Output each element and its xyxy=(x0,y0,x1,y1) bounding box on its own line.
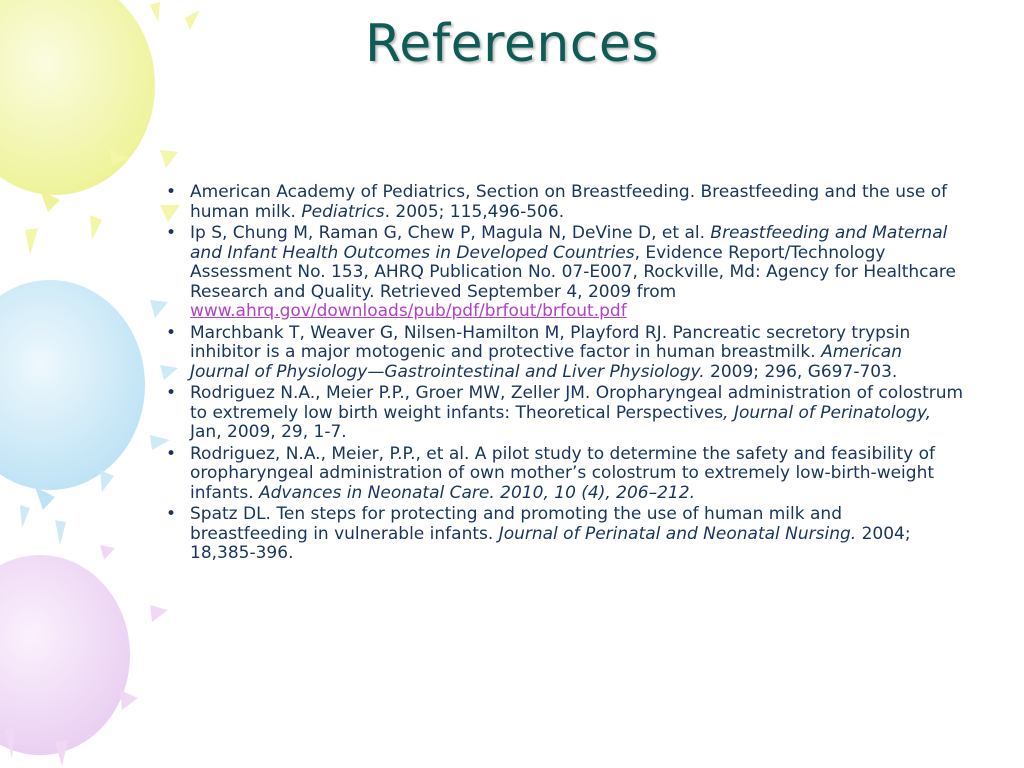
reference-details: , Evidence Report/Technology Assessment No. 153, AHRQ Publication No. 07-E007, Rockville, Md: Agency for Healthcare Research and Quality. Retrieved September 4, 2009 from xyxy=(190,242,956,302)
reference-text: Rodriguez N.A., Meier P.P., Groer MW, Zeller JM. Oropharyngeal administration of colostrum to extremely low birth weight infants: Theoretical Perspectives xyxy=(190,383,964,423)
reference-item xyxy=(164,384,964,443)
reference-journal: Pediatrics xyxy=(301,201,385,222)
reference-text: American Academy of Pediatrics, Section on Breastfeeding. Breastfeeding and the use of human milk. xyxy=(190,182,948,222)
reference-text: Rodriguez, N.A., Meier, P.P., et al. A pilot study to determine the safety and feasibility of oropharyngeal administration of own mother’s colostrum to extremely low-birth-weight infants. xyxy=(190,443,935,503)
reference-item xyxy=(164,324,964,383)
reference-item xyxy=(164,224,964,322)
slide-title: References xyxy=(365,14,659,74)
reference-journal: Advances in Neonatal Care. 2010, 10 (4), 206–212. xyxy=(259,482,695,503)
reference-journal: American Journal of Physiology—Gastrointestinal and Liver Physiology. xyxy=(190,342,902,382)
reference-details: 2009; 296, G697-703. xyxy=(704,361,898,382)
reference-journal: Journal of Perinatal and Neonatal Nursing. xyxy=(498,523,857,544)
reference-text: Ip S, Chung M, Raman G, Chew P, Magula N, DeVine D, et al. xyxy=(190,223,711,243)
pink-balloon xyxy=(0,555,130,755)
reference-list xyxy=(164,183,964,566)
reference-details: Jan, 2009, 29, 1-7. xyxy=(190,422,347,442)
reference-item xyxy=(164,505,964,564)
reference-text: Marchbank T, Weaver G, Nilsen-Hamilton M, Playford RJ. Pancreatic secretory trypsin inhibitor is a major motogenic and protective factor in human breastmilk. xyxy=(190,322,911,362)
reference-item xyxy=(164,183,964,222)
reference-text: Spatz DL. Ten steps for protecting and promoting the use of human milk and breastfeeding in vulnerable infants. xyxy=(190,504,842,544)
reference-item xyxy=(164,445,964,504)
reference-details: 2004; 18,385-396. xyxy=(190,523,911,563)
reference-journal: , Journal of Perinatology, xyxy=(723,402,931,423)
reference-journal: Breastfeeding and Maternal and Infant Health Outcomes in Developed Countries xyxy=(190,223,948,263)
reference-link[interactable]: www.ahrq.gov/downloads/pub/pdf/brfout/brfout.pdf xyxy=(190,301,627,321)
blue-balloon xyxy=(0,280,145,510)
reference-details: . 2005; 115,496-506. xyxy=(384,201,565,222)
